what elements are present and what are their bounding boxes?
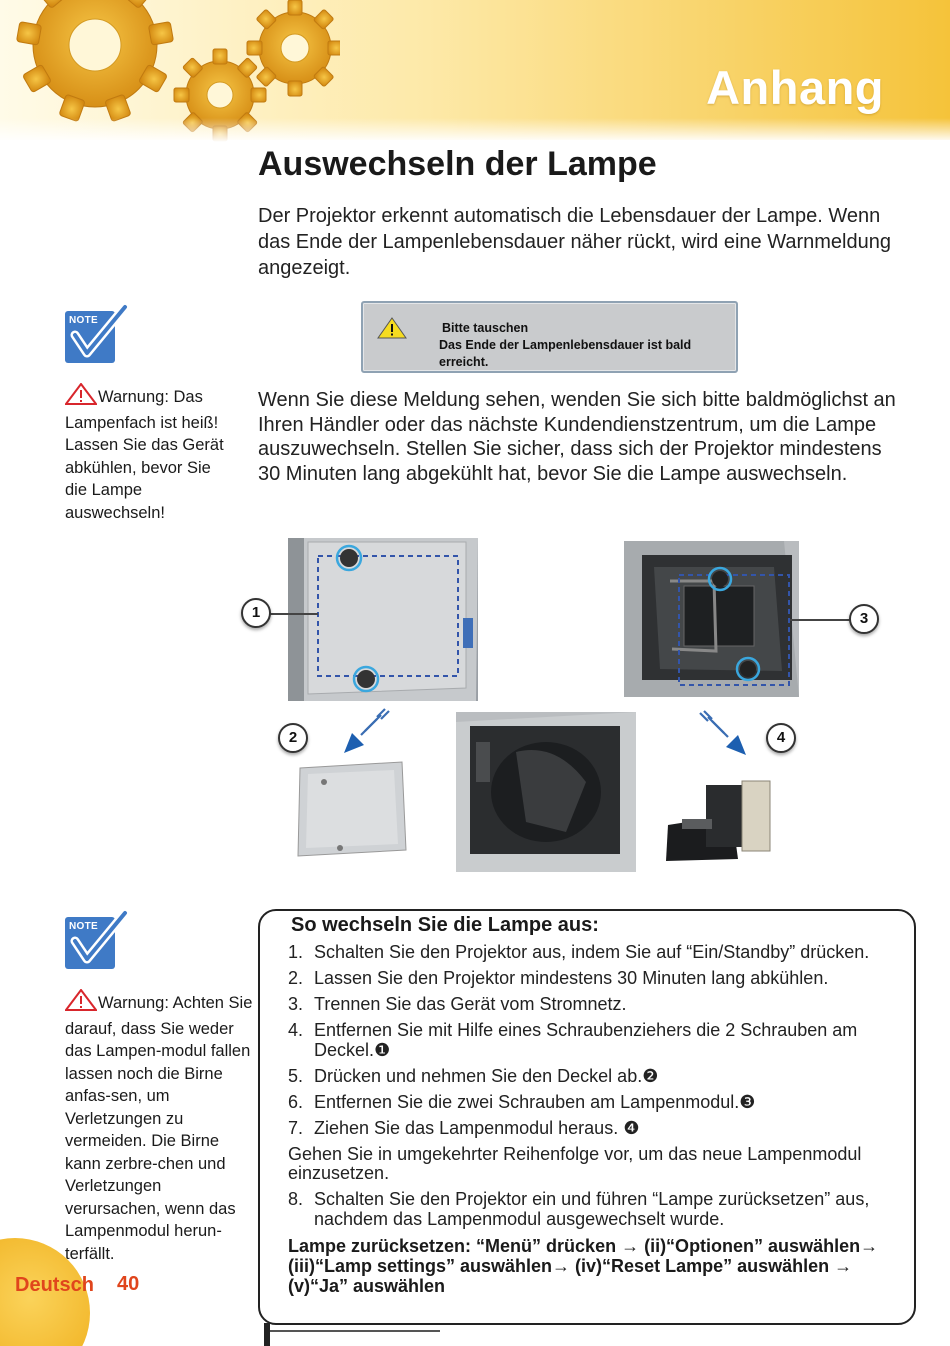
sidebar-warning-lamp-hot — [65, 383, 237, 524]
callout-1-badge: 1 — [241, 598, 271, 628]
section-title: Anhang — [706, 61, 884, 114]
step-item: 1. Schalten Sie den Projektor aus, indem Sie auf “Ein/Standby” drücken. — [288, 942, 870, 962]
header-fade — [0, 118, 950, 142]
panel-tail — [264, 1323, 270, 1346]
sidebar-warning-2-text: Warnung: Achten Sie darauf, dass Sie weder das Lampen-modul fallen lassen noch die Birne anfas-sen, um Verletzungen zu vermeiden. Die Birne kann zerbre-chen und Verletzungen verursachen, wenn das Lampenmodul herun-terfällt. — [65, 994, 253, 1263]
photo-lamp-cover — [288, 538, 478, 701]
step-item: 7. Ziehen Sie das Lampenmodul heraus. ❹ — [288, 1117, 640, 1138]
panel-tail-line — [270, 1330, 440, 1332]
note-label: NOTE — [69, 921, 98, 932]
message-text: Das Ende der Lampenlebensdauer ist bald erreicht. — [439, 338, 692, 369]
photo-removed-cover — [294, 760, 410, 860]
warning-triangle-icon — [65, 383, 97, 412]
callout-3-leader — [790, 619, 850, 621]
instruction-steps — [288, 943, 908, 1296]
checkmark-icon — [65, 303, 129, 367]
page-title: Auswechseln der Lampe — [258, 145, 657, 183]
warning-icon — [377, 317, 407, 339]
callout-2-badge: 2 — [278, 723, 308, 753]
note-icon — [65, 303, 127, 365]
checkmark-icon — [65, 909, 129, 973]
step-item: 5. Drücken und nehmen Sie den Deckel ab.❷ — [288, 1065, 659, 1086]
intro-paragraph: Der Projektor erkennt automatisch die Lebensdauer der Lampe. Wenn das Ende der Lampenlebensdauer näher rückt, wird eine Warnmeldung angezeigt. — [258, 205, 891, 279]
callout-4-badge: 4 — [766, 723, 796, 753]
callout-1-leader — [270, 613, 318, 615]
step-item: 8. Schalten Sie den Projektor ein und führen “Lampe zurücksetzen” aus, nachdem das Lampenmodul ausgewechselt wurde. — [288, 1189, 870, 1229]
step-item: 2. Lassen Sie den Projektor mindestens 30 Minuten lang abkühlen. — [288, 968, 829, 988]
photo-lamp-module — [662, 775, 784, 863]
step-item: 4. Entfernen Sie mit Hilfe eines Schraubenziehers die 2 Schrauben am Deckel.❶ — [288, 1020, 858, 1060]
message-title: Bitte tauschen — [442, 321, 529, 335]
footer-language: Deutsch — [15, 1274, 94, 1296]
step-item: 3. Trennen Sie das Gerät vom Stromnetz. — [288, 994, 627, 1014]
sidebar-warning-1-text: Warnung: Das Lampenfach ist heiß! Lassen Sie das Gerät abkühlen, bevor Sie die Lampe auswechseln! — [65, 388, 224, 522]
step-item: 6. Entfernen Sie die zwei Schrauben am Lampenmodul.❸ — [288, 1091, 756, 1112]
reverse-order-note: Gehen Sie in umgekehrter Reihenfolge vor, um das neue Lampenmodul einzusetzen. — [288, 1143, 862, 1183]
arrow-down-right-icon — [696, 709, 750, 759]
page-number: 40 — [117, 1273, 140, 1295]
instructions-title: So wechseln Sie die Lampe aus: — [291, 914, 599, 936]
photo-lamp-screws — [624, 541, 799, 697]
note-label: NOTE — [69, 315, 98, 326]
warning-triangle-icon — [65, 989, 97, 1018]
sidebar-warning-lamp-drop — [65, 989, 255, 1265]
arrow-down-left-icon — [340, 707, 394, 757]
lamp-warning-message — [361, 301, 738, 373]
photo-open-compartment — [456, 712, 636, 872]
note-icon — [65, 909, 127, 971]
lamp-reset-path: Lampe zurücksetzen: “Menü” drücken → (ii)“Optionen” auswählen→ (iii)“Lamp settings” auswählen→ (iv)“Reset Lampe” auswählen → (v)“Ja” auswählen — [288, 1235, 879, 1296]
callout-3-badge: 3 — [849, 604, 879, 634]
body-paragraph: Wenn Sie diese Meldung sehen, wenden Sie sich bitte baldmöglichst an Ihren Händler oder das nächste Kundendienstzentrum, um die Lampe auszuwechseln. Stellen Sie sicher, dass sich der Projektor mindestens 30 Minuten lang abgekühlt hat, bevor Sie die Lampe auswechseln. — [258, 389, 896, 485]
